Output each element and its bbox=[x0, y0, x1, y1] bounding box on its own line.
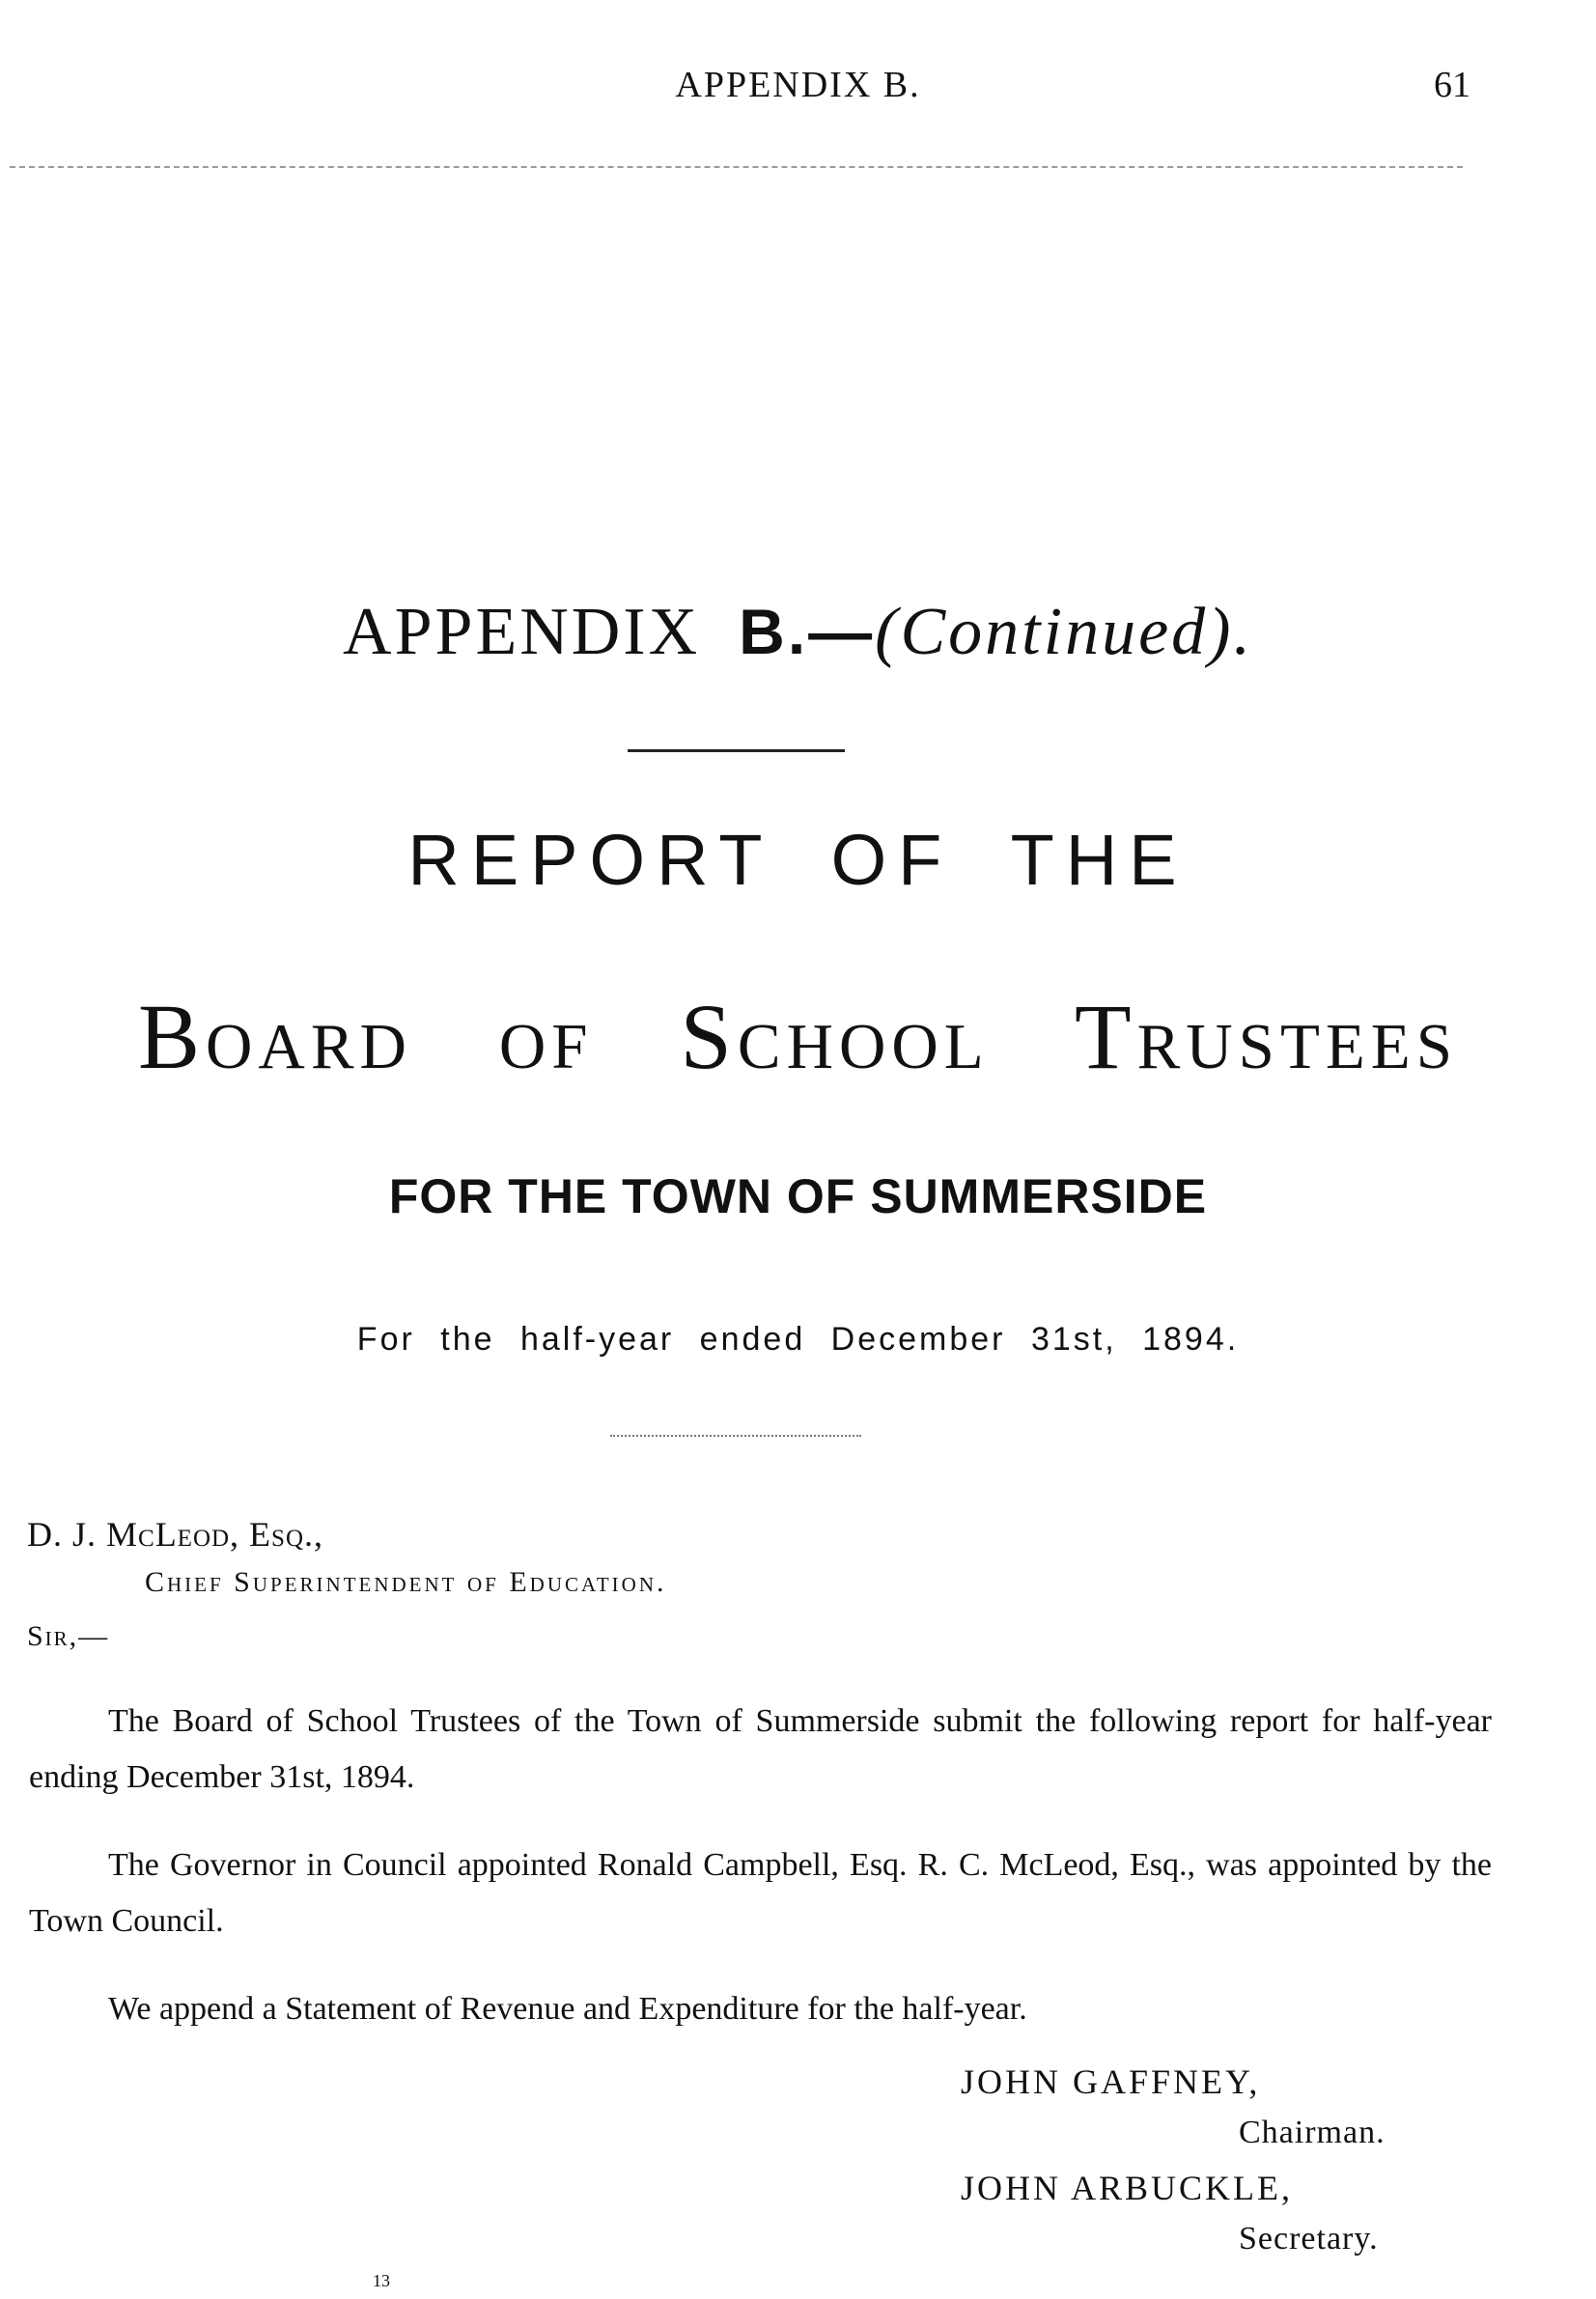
header-divider bbox=[10, 166, 1463, 168]
town-heading: FOR THE TOWN OF SUMMERSIDE bbox=[388, 1169, 1208, 1223]
running-head-title: APPENDIX B. bbox=[675, 65, 921, 105]
page-number: 61 bbox=[1434, 65, 1470, 105]
section-divider bbox=[610, 1435, 861, 1437]
paragraph-appointments: The Governor in Council appointed Ronald Campbell, Esq. R. C. McLeod, Esq., was appointed by the Town Council. bbox=[29, 1847, 1492, 1939]
appendix-title bbox=[0, 594, 1596, 671]
board-heading: Board of School Trustees bbox=[138, 985, 1458, 1088]
signatory-secretary-role: Secretary. bbox=[1239, 2221, 1379, 2257]
appendix-continued: (Continued). bbox=[875, 595, 1253, 669]
signatory-chairman-name: JOHN GAFFNEY, bbox=[961, 2062, 1261, 2101]
signatory-chairman-role: Chairman. bbox=[1239, 2115, 1386, 2150]
report-of-the-heading: REPORT OF THE bbox=[407, 820, 1189, 900]
period-heading: For the half-year ended December 31st, 1894. bbox=[356, 1321, 1240, 1358]
printer-signature-mark: 13 bbox=[373, 2271, 390, 2290]
title-divider bbox=[628, 749, 845, 752]
addressee-name: D. J. McLeod, Esq., bbox=[27, 1515, 324, 1554]
addressee-title: Chief Superintendent of Education. bbox=[145, 1566, 667, 1598]
appendix-word: APPENDIX bbox=[343, 595, 701, 669]
appendix-letter: B.— bbox=[739, 596, 876, 667]
signatory-secretary-name: JOHN ARBUCKLE, bbox=[961, 2169, 1294, 2207]
paragraph-submission: The Board of School Trustees of the Town of Summerside submit the following report for half-year ending December 31st, 1894. bbox=[29, 1703, 1492, 1795]
paragraph-statement: We append a Statement of Revenue and Expenditure for the half-year. bbox=[108, 1991, 1027, 2027]
salutation: Sir,— bbox=[27, 1620, 110, 1652]
